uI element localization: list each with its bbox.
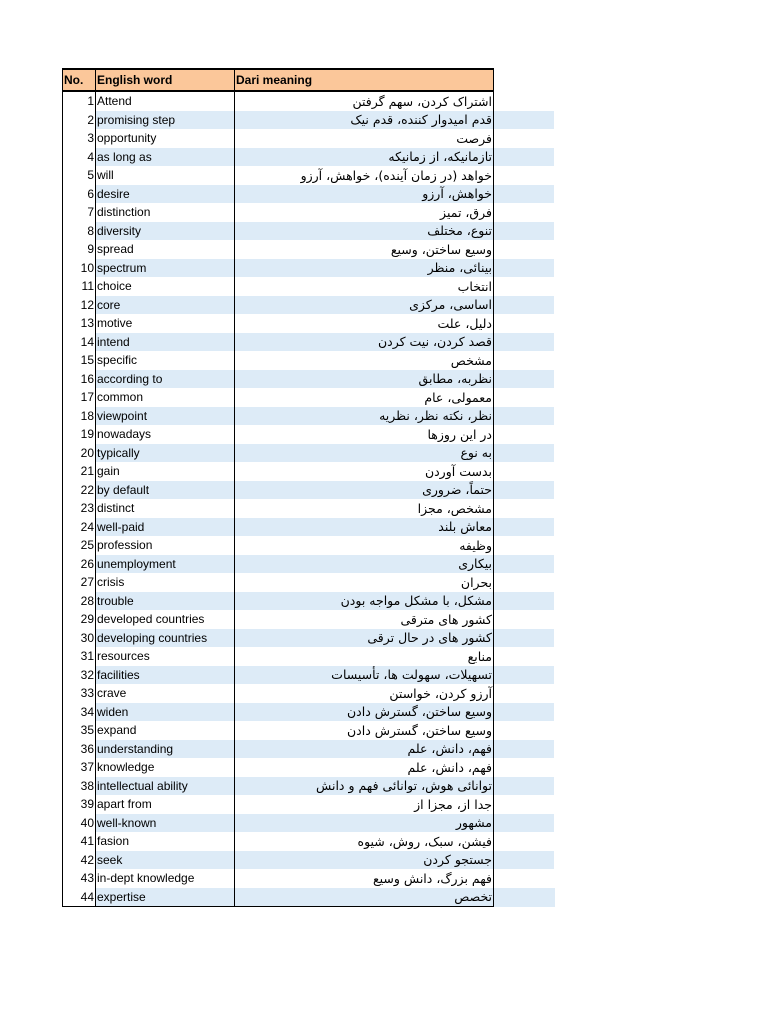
english-word-cell: spread xyxy=(96,240,235,259)
row-number-cell: 41 xyxy=(63,832,96,851)
table-row xyxy=(63,481,555,500)
row-number-cell: 11 xyxy=(63,277,96,296)
dari-meaning-cell: دلیل، علت xyxy=(235,314,494,333)
dari-meaning-cell: اشتراک کردن، سهم گرفتن xyxy=(235,91,494,111)
row-stripe-extension xyxy=(494,592,555,611)
row-number-cell: 35 xyxy=(63,721,96,740)
english-word-cell: specific xyxy=(96,351,235,370)
dari-meaning-cell: بحران xyxy=(235,573,494,592)
dari-meaning-cell: کشور های در حال ترقی xyxy=(235,629,494,648)
english-word-cell: knowledge xyxy=(96,758,235,777)
english-word-cell: distinct xyxy=(96,499,235,518)
dari-meaning-cell: وسیع ساختن، گسترش دادن xyxy=(235,721,494,740)
table-row xyxy=(63,777,555,796)
row-stripe-extension xyxy=(494,888,555,907)
table-row xyxy=(63,203,555,222)
row-number-cell: 33 xyxy=(63,684,96,703)
row-number-cell: 22 xyxy=(63,481,96,500)
row-stripe-extension xyxy=(494,869,555,888)
dari-meaning-cell: تنوع، مختلف xyxy=(235,222,494,241)
table-row xyxy=(63,333,555,352)
english-word-cell: expertise xyxy=(96,888,235,907)
row-number-cell: 5 xyxy=(63,166,96,185)
row-number-cell: 40 xyxy=(63,814,96,833)
row-stripe-extension xyxy=(494,129,555,148)
english-word-cell: Attend xyxy=(96,91,235,111)
dari-meaning-cell: کشور های مترقی xyxy=(235,610,494,629)
row-stripe-extension xyxy=(494,629,555,648)
table-row xyxy=(63,351,555,370)
row-stripe-extension xyxy=(494,832,555,851)
english-word-cell: spectrum xyxy=(96,259,235,278)
english-word-cell: crave xyxy=(96,684,235,703)
header-spacer xyxy=(494,69,555,91)
row-stripe-extension xyxy=(494,277,555,296)
table-row xyxy=(63,869,555,888)
english-word-cell: facilities xyxy=(96,666,235,685)
row-number-cell: 21 xyxy=(63,462,96,481)
row-stripe-extension xyxy=(494,444,555,463)
row-number-cell: 38 xyxy=(63,777,96,796)
row-stripe-extension xyxy=(494,610,555,629)
dari-meaning-cell: مشخص xyxy=(235,351,494,370)
english-word-cell: promising step xyxy=(96,111,235,130)
english-word-cell: expand xyxy=(96,721,235,740)
table-row xyxy=(63,499,555,518)
dari-meaning-cell: جدا از، مجزا از xyxy=(235,795,494,814)
row-number-cell: 8 xyxy=(63,222,96,241)
english-word-cell: fasion xyxy=(96,832,235,851)
row-number-cell: 18 xyxy=(63,407,96,426)
header-english-word: English word xyxy=(96,69,235,91)
dari-meaning-cell: نظربه، مطابق xyxy=(235,370,494,389)
table-row xyxy=(63,277,555,296)
row-stripe-extension xyxy=(494,536,555,555)
table-row xyxy=(63,314,555,333)
row-stripe-extension xyxy=(494,240,555,259)
english-word-cell: choice xyxy=(96,277,235,296)
dari-meaning-cell: معاش بلند xyxy=(235,518,494,537)
english-word-cell: viewpoint xyxy=(96,407,235,426)
row-stripe-extension xyxy=(494,499,555,518)
row-number-cell: 14 xyxy=(63,333,96,352)
row-stripe-extension xyxy=(494,259,555,278)
dari-meaning-cell: مشکل، با مشکل مواجه بودن xyxy=(235,592,494,611)
table-row xyxy=(63,296,555,315)
table-row xyxy=(63,684,555,703)
dari-meaning-cell: فهم بزرگ، دانش وسیع xyxy=(235,869,494,888)
dari-meaning-cell: انتخاب xyxy=(235,277,494,296)
english-word-cell: profession xyxy=(96,536,235,555)
dari-meaning-cell: فرق، تمیز xyxy=(235,203,494,222)
row-number-cell: 7 xyxy=(63,203,96,222)
english-word-cell: typically xyxy=(96,444,235,463)
row-stripe-extension xyxy=(494,111,555,130)
english-word-cell: motive xyxy=(96,314,235,333)
row-number-cell: 2 xyxy=(63,111,96,130)
table-body xyxy=(63,91,555,907)
row-number-cell: 32 xyxy=(63,666,96,685)
table-row xyxy=(63,832,555,851)
english-word-cell: well-paid xyxy=(96,518,235,537)
english-word-cell: as long as xyxy=(96,148,235,167)
row-stripe-extension xyxy=(494,555,555,574)
row-number-cell: 25 xyxy=(63,536,96,555)
row-number-cell: 31 xyxy=(63,647,96,666)
dari-meaning-cell: فرصت xyxy=(235,129,494,148)
row-stripe-extension xyxy=(494,703,555,722)
dari-meaning-cell: فهم، دانش، علم xyxy=(235,758,494,777)
row-number-cell: 13 xyxy=(63,314,96,333)
table-header-row xyxy=(63,69,555,91)
english-word-cell: by default xyxy=(96,481,235,500)
table-row xyxy=(63,610,555,629)
dari-meaning-cell: معمولی، عام xyxy=(235,388,494,407)
dari-meaning-cell: مشهور xyxy=(235,814,494,833)
dari-meaning-cell: توانائی هوش، توانائی فهم و دانش xyxy=(235,777,494,796)
dari-meaning-cell: بیکاری xyxy=(235,555,494,574)
row-stripe-extension xyxy=(494,851,555,870)
row-number-cell: 10 xyxy=(63,259,96,278)
row-stripe-extension xyxy=(494,518,555,537)
table-row xyxy=(63,518,555,537)
table-row xyxy=(63,721,555,740)
row-number-cell: 44 xyxy=(63,888,96,907)
english-word-cell: intend xyxy=(96,333,235,352)
row-stripe-extension xyxy=(494,333,555,352)
row-stripe-extension xyxy=(494,222,555,241)
row-number-cell: 36 xyxy=(63,740,96,759)
table-row xyxy=(63,740,555,759)
english-word-cell: desire xyxy=(96,185,235,204)
table-row xyxy=(63,166,555,185)
dari-meaning-cell: وسیع ساختن، وسیع xyxy=(235,240,494,259)
row-stripe-extension xyxy=(494,666,555,685)
dari-meaning-cell: فهم، دانش، علم xyxy=(235,740,494,759)
table-row xyxy=(63,388,555,407)
dari-meaning-cell: تسهیلات، سهولت ها، تأسیسات xyxy=(235,666,494,685)
row-stripe-extension xyxy=(494,684,555,703)
row-number-cell: 20 xyxy=(63,444,96,463)
dari-meaning-cell: مشخص، مجزا xyxy=(235,499,494,518)
header-number: No. xyxy=(63,69,96,91)
row-number-cell: 27 xyxy=(63,573,96,592)
table-row xyxy=(63,222,555,241)
row-stripe-extension xyxy=(494,407,555,426)
english-word-cell: understanding xyxy=(96,740,235,759)
row-number-cell: 30 xyxy=(63,629,96,648)
dari-meaning-cell: به نوع xyxy=(235,444,494,463)
english-word-cell: apart from xyxy=(96,795,235,814)
english-word-cell: trouble xyxy=(96,592,235,611)
dari-meaning-cell: فیشن، سبک، روش، شیوه xyxy=(235,832,494,851)
dari-meaning-cell: بدست آوردن xyxy=(235,462,494,481)
english-word-cell: developed countries xyxy=(96,610,235,629)
row-stripe-extension xyxy=(494,425,555,444)
dari-meaning-cell: آرزو کردن، خواستن xyxy=(235,684,494,703)
row-number-cell: 15 xyxy=(63,351,96,370)
english-word-cell: developing countries xyxy=(96,629,235,648)
english-word-cell: core xyxy=(96,296,235,315)
row-number-cell: 16 xyxy=(63,370,96,389)
dari-meaning-cell: جستجو کردن xyxy=(235,851,494,870)
english-word-cell: distinction xyxy=(96,203,235,222)
dari-meaning-cell: وسیع ساختن، گسترش دادن xyxy=(235,703,494,722)
row-stripe-extension xyxy=(494,314,555,333)
row-stripe-extension xyxy=(494,351,555,370)
vocabulary-table xyxy=(62,68,555,907)
english-word-cell: widen xyxy=(96,703,235,722)
row-number-cell: 43 xyxy=(63,869,96,888)
table-row xyxy=(63,814,555,833)
table-row xyxy=(63,240,555,259)
table-row xyxy=(63,555,555,574)
row-number-cell: 23 xyxy=(63,499,96,518)
english-word-cell: seek xyxy=(96,851,235,870)
row-stripe-extension xyxy=(494,573,555,592)
english-word-cell: intellectual ability xyxy=(96,777,235,796)
row-number-cell: 37 xyxy=(63,758,96,777)
table-row xyxy=(63,536,555,555)
english-word-cell: resources xyxy=(96,647,235,666)
row-number-cell: 9 xyxy=(63,240,96,259)
table-row xyxy=(63,148,555,167)
table-row xyxy=(63,666,555,685)
table-row xyxy=(63,851,555,870)
dari-meaning-cell: بینائی، منظر xyxy=(235,259,494,278)
english-word-cell: crisis xyxy=(96,573,235,592)
row-number-cell: 34 xyxy=(63,703,96,722)
row-stripe-extension xyxy=(494,814,555,833)
dari-meaning-cell: نظر، نکته نظر، نظریه xyxy=(235,407,494,426)
row-number-cell: 42 xyxy=(63,851,96,870)
english-word-cell: common xyxy=(96,388,235,407)
table-row xyxy=(63,91,555,111)
row-number-cell: 6 xyxy=(63,185,96,204)
dari-meaning-cell: منابع xyxy=(235,647,494,666)
english-word-cell: opportunity xyxy=(96,129,235,148)
row-number-cell: 28 xyxy=(63,592,96,611)
row-stripe-extension xyxy=(494,481,555,500)
dari-meaning-cell: تازمانیکه، از زمانیکه xyxy=(235,148,494,167)
table-row xyxy=(63,462,555,481)
row-stripe-extension xyxy=(494,647,555,666)
row-stripe-extension xyxy=(494,203,555,222)
english-word-cell: unemployment xyxy=(96,555,235,574)
table-row xyxy=(63,629,555,648)
english-word-cell: in-dept knowledge xyxy=(96,869,235,888)
table-row xyxy=(63,425,555,444)
dari-meaning-cell: قدم امیدوار کننده، قدم نیک xyxy=(235,111,494,130)
row-stripe-extension xyxy=(494,388,555,407)
table-row xyxy=(63,703,555,722)
header-dari-meaning: Dari meaning xyxy=(235,69,494,91)
row-stripe-extension xyxy=(494,166,555,185)
row-stripe-extension xyxy=(494,758,555,777)
dari-meaning-cell: خواهد (در زمان آینده)، خواهش، آرزو xyxy=(235,166,494,185)
row-number-cell: 26 xyxy=(63,555,96,574)
row-number-cell: 29 xyxy=(63,610,96,629)
row-stripe-extension xyxy=(494,148,555,167)
row-stripe-extension xyxy=(494,91,555,111)
english-word-cell: well-known xyxy=(96,814,235,833)
english-word-cell: gain xyxy=(96,462,235,481)
table-row xyxy=(63,185,555,204)
table-row xyxy=(63,573,555,592)
dari-meaning-cell: تخصص xyxy=(235,888,494,907)
table-row xyxy=(63,407,555,426)
row-number-cell: 39 xyxy=(63,795,96,814)
english-word-cell: diversity xyxy=(96,222,235,241)
row-number-cell: 24 xyxy=(63,518,96,537)
english-word-cell: nowadays xyxy=(96,425,235,444)
row-number-cell: 17 xyxy=(63,388,96,407)
dari-meaning-cell: وظیفه xyxy=(235,536,494,555)
table-row xyxy=(63,592,555,611)
table-row xyxy=(63,758,555,777)
row-stripe-extension xyxy=(494,296,555,315)
table-row xyxy=(63,888,555,907)
row-stripe-extension xyxy=(494,370,555,389)
row-stripe-extension xyxy=(494,777,555,796)
row-number-cell: 3 xyxy=(63,129,96,148)
english-word-cell: according to xyxy=(96,370,235,389)
table-row xyxy=(63,370,555,389)
english-word-cell: will xyxy=(96,166,235,185)
row-stripe-extension xyxy=(494,721,555,740)
dari-meaning-cell: حتماً، ضروری xyxy=(235,481,494,500)
row-number-cell: 4 xyxy=(63,148,96,167)
table-row xyxy=(63,111,555,130)
row-stripe-extension xyxy=(494,795,555,814)
dari-meaning-cell: اساسی، مرکزی xyxy=(235,296,494,315)
row-number-cell: 1 xyxy=(63,91,96,111)
dari-meaning-cell: در این روزها xyxy=(235,425,494,444)
table-row xyxy=(63,259,555,278)
row-stripe-extension xyxy=(494,462,555,481)
row-stripe-extension xyxy=(494,740,555,759)
dari-meaning-cell: خواهش، آرزو xyxy=(235,185,494,204)
row-number-cell: 12 xyxy=(63,296,96,315)
table-row xyxy=(63,647,555,666)
table-row xyxy=(63,129,555,148)
table-row xyxy=(63,795,555,814)
table-row xyxy=(63,444,555,463)
row-stripe-extension xyxy=(494,185,555,204)
dari-meaning-cell: قصد کردن، نیت کردن xyxy=(235,333,494,352)
row-number-cell: 19 xyxy=(63,425,96,444)
